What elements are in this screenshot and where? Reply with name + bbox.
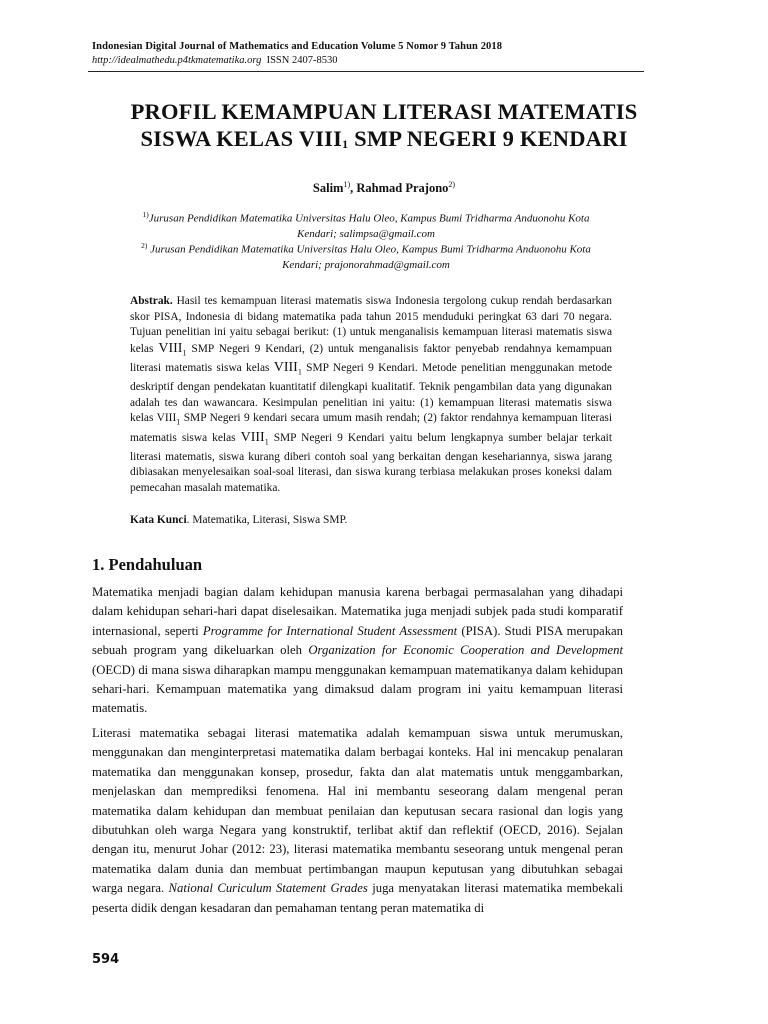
journal-url[interactable]: http://idealmathedu.p4tkmatematika.org: [92, 55, 262, 66]
page-number: 594: [92, 952, 120, 967]
abstract: Abstrak. Hasil tes kemampuan literasi matematis siswa Indonesia tergolong cukup rendah berdasarkan skor PISA, Indonesia di bidang matematika pada tahun 2015 menduduki peringkat 63 dari 70 negara. Tujuan penelitian ini yaitu sebagai berikut: (1) untuk menganalisis kemampuan literasi matematis siswa kelas $VIII_1$ SMP Negeri 9 Kendari, (2) untuk menganalisis faktor penyebab rendahnya kemampuan literasi matematis siswa kelas $VIII_1$ SMP Negeri 9 Kendari. Metode penelitian menggunakan metode deskriptif dengan pendekatan kuantitatif dilengkapi kualitatif. Teknik pengambilan data yang digunakan adalah tes dan wawancara. Kesimpulan penelitian ini yaitu: (1) kemampuan literasi matematis siswa kelas $VIII_1$ SMP Negeri 9 kendari secara umum masih rendah; (2) faktor rendahnya kemampuan literasi matematis siswa kelas $VIII_1$ SMP Negeri 9 Kendari yaitu belum lengkapnya sumber belajar terkait literasi matematis, siswa kurang diberi contoh soal yang berkaitan dengan kesehariannya, siswa jarang dibiasakan menyelesaikan soal-soal literasi, dan siswa kurang terbiasa melakukan proses koneksi dalam pemecahan masalah matematika.: [130, 295, 612, 494]
abstract-label: Abstrak.: [130, 295, 173, 307]
paper-title: [0, 98, 768, 158]
journal-issn: ISSN 2407-8530: [266, 55, 338, 66]
journal-header: Indonesian Digital Journal of Mathematics and Education Volume 5 Nomor 9 Tahun 2018: [92, 41, 503, 52]
title-line-1: PROFIL KEMAMPUAN LITERASI MATEMATIS: [130, 99, 638, 124]
section-heading: 1. Pendahuluan: [92, 555, 203, 574]
journal-url-issn: [92, 55, 337, 66]
body-paragraph-1: Matematika menjadi bagian dalam kehidupan manusia karena berbagai permasalahan yang dihadapi dalam kehidupan sehari-hari dapat diselesaikan. Matematika juga menjadi subjek pada studi komparatif internasional, seperti Programme for International Student Assessment (PISA). Studi PISA merupakan sebuah program yang dikeluarkan oleh Organization for Economic Cooperation and Development (OECD) di mana siswa diharapkan mampu menggunakan kemampuan matematikanya dalam kehidupan sehari-hari. Kemampuan matematika yang dimaksud dalam program ini yaitu kemampuan literasi matematis.: [92, 585, 624, 716]
author-list: Salim$^{1)}$, Rahmad Prajono$^{2)}$: [312, 180, 456, 196]
author-2: Rahmad Prajono: [356, 181, 449, 196]
keywords: Kata Kunci. Matematika, Literasi, Siswa SMP.: [130, 514, 348, 526]
affiliation-1: $^{1)}$Jurusan Pendidikan Matematika Universitas Halu Oleo, Kampus Bumi Tridharma Anduonohu Kota Kendari; salimpsa@gmail.com: [142, 210, 590, 240]
header-divider: [88, 71, 644, 72]
keywords-label: Kata Kunci: [130, 514, 187, 526]
title-line-2: SISWA KELAS $VIII_1$ SMP NEGERI 9 KENDARI: [140, 126, 628, 151]
affiliation-2: $^{2)}$ Jurusan Pendidikan Matematika Universitas Halu Oleo, Kampus Bumi Tridharma Anduonohu Kota Kendari; prajonorahmad@gmail.com: [141, 241, 591, 271]
author-1: Salim: [312, 181, 344, 196]
body-paragraph-2: Literasi matematika sebagai literasi matematika adalah kemampuan siswa untuk merumuskan, menggunakan dan menginterpretasi matematika dalam berbagai konteks. Hal ini mencakup penalaran matematika dan menggunakan konsep, prosedur, fakta dan alat matematis untuk menggambarkan, menjelaskan dan memprediksi fenomena. Hal ini membantu seseorang dalam mengenal peran matematika dalam kehidupan dan membuat penilaian dan keputusan secara rasional dan logis yang dibutuhkan oleh warga Negara yang konstruktif, terlibat aktif dan reflektif (OECD, 2016). Sejalan dengan itu, menurut Johar (2012: 23), literasi matematika membantu seseorang untuk mengenal peran matematika dalam dunia dan membuat pertimbangan maupun keputusan yang dibutuhkan sebagai warga negara. National Curiculum Statement Grades juga menyatakan literasi matematika membekali peserta didik dengan kesadaran dan pemahaman tentang peran matematika di: [92, 726, 624, 915]
